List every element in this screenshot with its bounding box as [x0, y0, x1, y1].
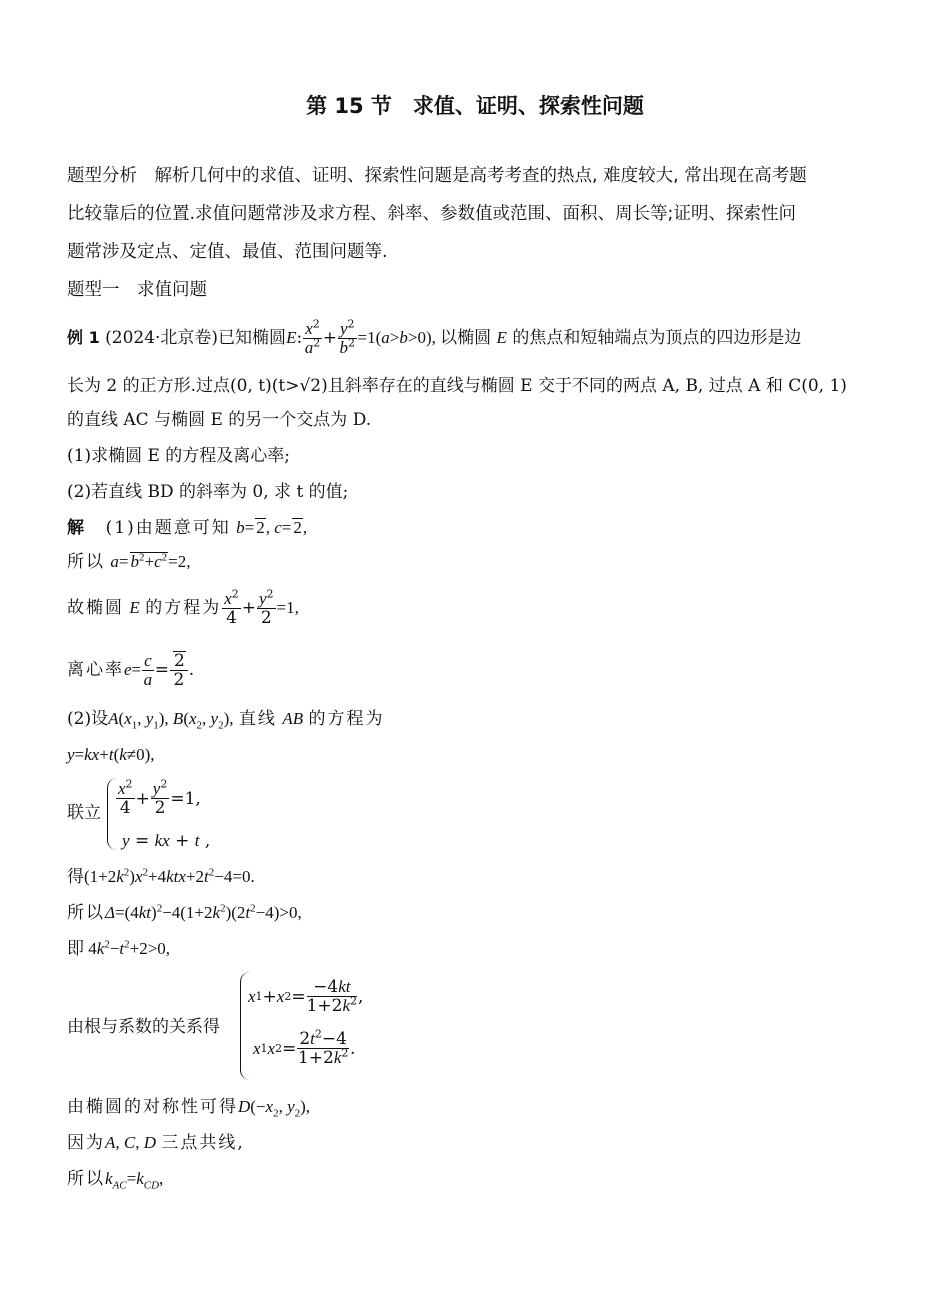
solution-line-3: 故椭圆 E 的方程为 $\frac{x^2}{4}$ + $\frac{y^2}{2}$ =1, — [67, 586, 299, 628]
intro-line-3: 题常涉及定点、定值、最值、范围问题等. — [67, 242, 388, 262]
system-1-eq-2: y = kx + t , — [122, 831, 211, 851]
example-text-c: 的焦点和短轴端点为顶点的四边形是边 — [512, 328, 802, 348]
example-text-a: 已知椭圆 — [218, 328, 287, 348]
example-line-3: 的直线 AC 与椭圆 E 的另一个交点为 D. — [67, 410, 372, 430]
solution-line-6: y=kx+t(k≠0), — [67, 745, 155, 764]
solution-step-1: (1)由题意可知 — [105, 518, 231, 538]
example-line-2: 长为 2 的正方形.过点(0, t)(t>√2)且斜率存在的直线与椭圆 E 交于不同的两点 A, B, 过点 A 和 C(0, 1) — [67, 376, 847, 396]
solution-line-14: 所以$k_{AC}=k_{CD}$, — [67, 1169, 164, 1192]
page-title: 第 15 节 求值、证明、探索性问题 — [306, 94, 644, 118]
solution-line-13: 因为A, C, D 三点共线, — [67, 1133, 245, 1153]
intro-line-2: 比较靠后的位置.求值问题常涉及求方程、斜率、参数值或范围、面积、周长等;证明、探索性问 — [67, 204, 796, 224]
solution-line-9: 所以$\Delta=(4kt)^2-4(1+2k^2)(2t^2-4)>0$, — [67, 902, 302, 923]
solution-line-5: (2)设$A(x_1$, $y_1$), $B(x_2$, $y_2$), 直线 AB 的方程为 — [67, 709, 385, 732]
solution-line-4: 离心率 e= $\frac{c}{a}$ = $\frac{2}{2}$ . — [67, 650, 195, 690]
system-1-eq-1: $\frac{x^2}{4}$ + $\frac{y^2}{2}$ =1, — [118, 777, 201, 818]
system-2-eq-2: x 1 x 2 = $\frac{2t^2-4}{1+2k^2}$ . — [253, 1027, 356, 1068]
example-source: (2024·北京卷) — [105, 328, 219, 348]
solution-label: 解 — [67, 518, 84, 538]
solution-line-12: 由椭圆的对称性可得$D(-x_2$, $y_2$), — [67, 1097, 311, 1120]
example-line-1: 例 1 (2024·北京卷) 已知椭圆 E : $\frac{x^2}{a^2}$ + $\frac{y^2}{b^2}$ =1(a>b>0), 以椭圆 E 的焦点和短轴端点为顶点的四边形是边 — [67, 316, 802, 357]
intro-line-1: 题型分析 解析几何中的求值、证明、探索性问题是高考考查的热点, 难度较大, 常出现在高考题 — [67, 166, 807, 186]
example-text-b: 以椭圆 — [440, 328, 492, 348]
example-label: 例 1 — [67, 328, 100, 347]
system-2-label: 由根与系数的关系得 — [67, 1017, 220, 1037]
question-2: (2)若直线 BD 的斜率为 0, 求 t 的值; — [67, 482, 349, 502]
section-heading: 题型一 求值问题 — [67, 280, 207, 300]
solution-line-1: 解 (1)由题意可知 b= 2, c= 2, — [67, 518, 308, 538]
question-1: (1)求椭圆 E 的方程及离心率; — [67, 446, 291, 466]
solution-line-10: 即 $4k^2-t^2+2>0$, — [67, 938, 171, 959]
solution-line-2: 所以 $a= b^2+c^2=2$, — [67, 551, 191, 572]
system-2-eq-1: x 1 + x 2 = $\frac{-4kt}{1+2k^2}$ , — [248, 977, 364, 1016]
solution-line-8: 得$(1+2k^2)x^2+4ktx+2t^2-4=0$. — [67, 866, 255, 887]
system-1-label: 联立 — [67, 803, 101, 823]
